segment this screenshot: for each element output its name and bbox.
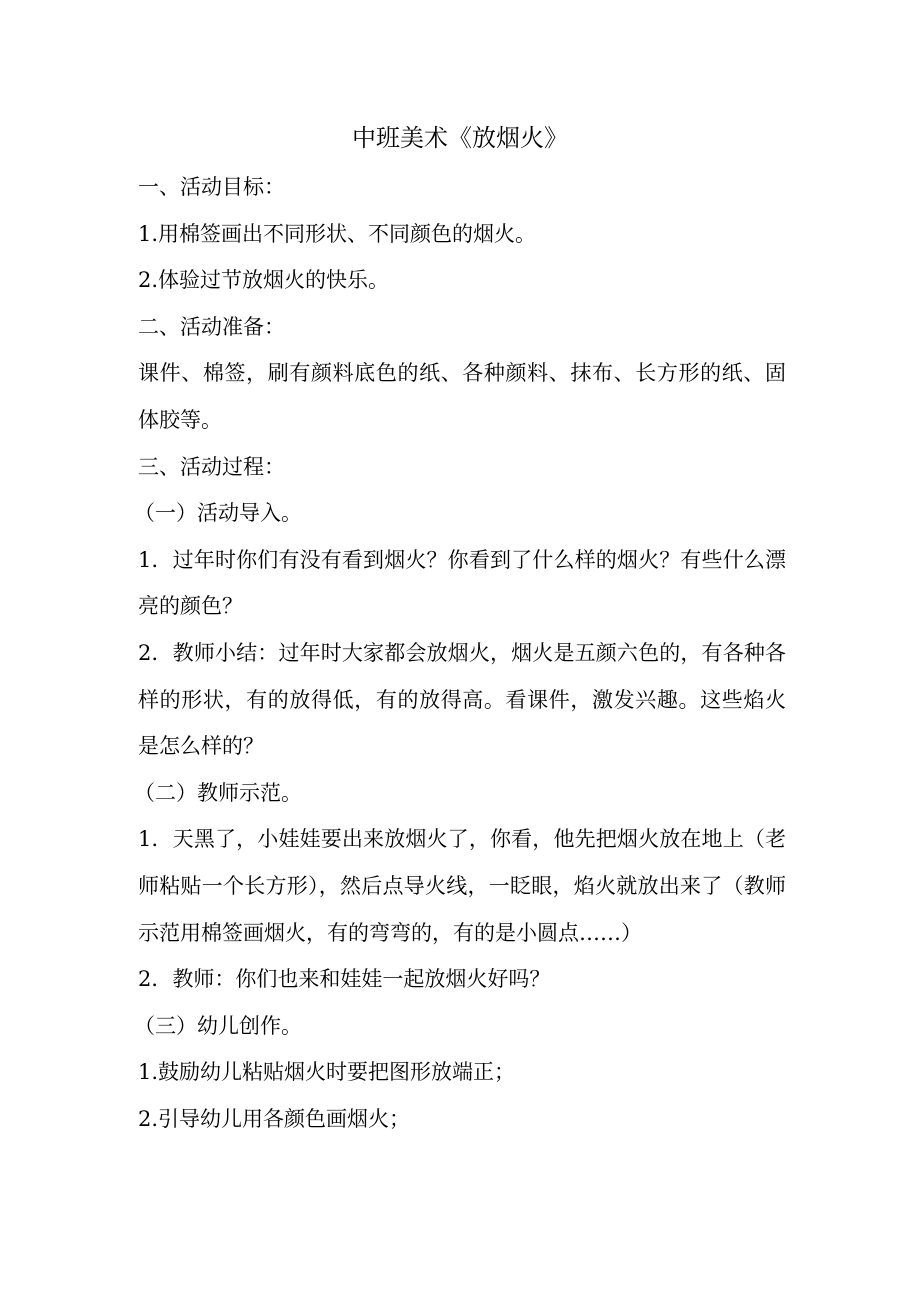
intro-item-2: 2．教师小结：过年时大家都会放烟火，烟火是五颜六色的，有各种各样的形状，有的放得低，有的放得高。看课件，激发兴趣。这些焰火是怎么样的？	[138, 640, 786, 759]
section-heading-preparation: 二、活动准备：	[138, 314, 285, 339]
subsection-demo: （二）教师示范。	[134, 780, 302, 805]
document-title: 中班美术《放烟火》	[352, 124, 568, 152]
document-body	[134, 164, 786, 1142]
demo-item-1: 1．天黑了，小娃娃要出来放烟火了，你看，他先把烟火放在地上（老师粘贴一个长方形），然后点导火线，一眨眼，焰火就放出来了（教师示范用棉签画烟火，有的弯弯的，有的是小圆点……）	[138, 827, 786, 945]
goal-item-1: 1.用棉签画出不同形状、不同颜色的烟火。	[138, 221, 537, 246]
subsection-creation: （三）幼儿创作。	[134, 1013, 302, 1038]
section-heading-process: 三、活动过程：	[138, 454, 285, 479]
creation-item-1: 1.鼓励幼儿粘贴烟火时要把图形放端正；	[138, 1060, 516, 1085]
demo-item-2: 2．教师：你们也来和娃娃一起放烟火好吗？	[138, 967, 551, 992]
section-heading-goals: 一、活动目标：	[138, 175, 285, 199]
subsection-intro: （一）活动导入。	[134, 501, 302, 526]
intro-item-1: 1．过年时你们有没有看到烟火？你看到了什么样的烟火？有些什么漂亮的颜色？	[138, 547, 786, 619]
goal-item-2: 2.体验过节放烟火的快乐。	[138, 268, 390, 293]
preparation-text: 课件、棉签，刷有颜料底色的纸、各种颜料、抹布、长方形的纸、固体胶等。	[138, 361, 786, 432]
creation-item-2: 2.引导幼儿用各颜色画烟火；	[138, 1106, 411, 1131]
